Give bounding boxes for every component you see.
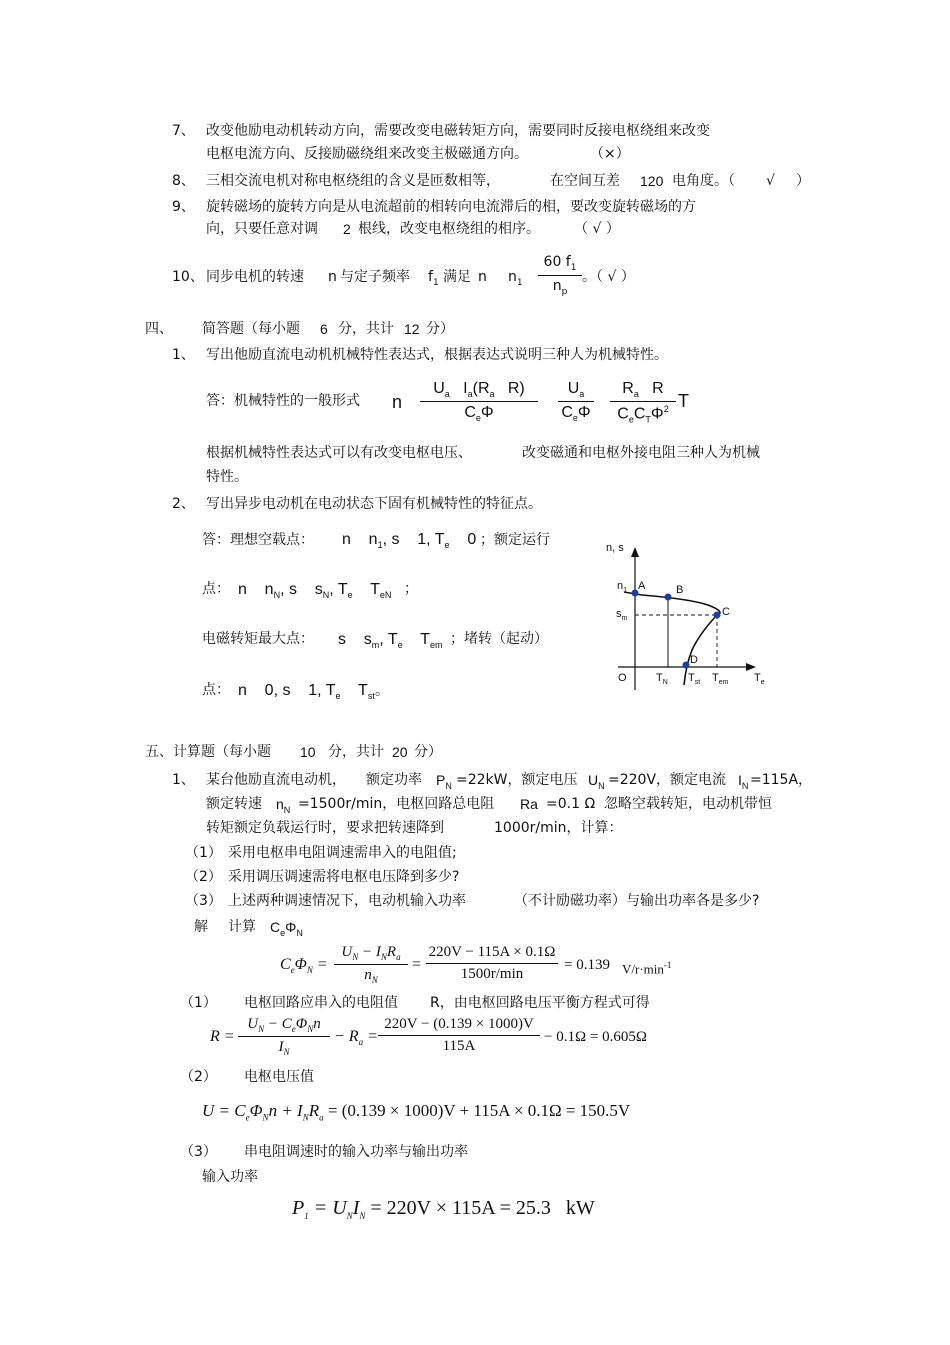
solution-label: 解 xyxy=(194,919,208,935)
s4-question-2-answer-2-tail: ； xyxy=(404,581,418,597)
eq2-mid: − $R_a$ = xyxy=(334,1028,378,1048)
eq1-fraction-2 xyxy=(426,944,558,983)
s5-question-1-line-1-e: =115A， xyxy=(750,772,813,788)
s5-question-1-line-3-a: 转矩额定负载运行时，要求把转速降到 xyxy=(206,820,444,836)
s5-sub-3-text-a: 上述两种调速情况下，电动机输入功率 xyxy=(228,893,466,909)
fraction-denominator: 115A xyxy=(442,1038,476,1054)
question-10-text-a: 同步电机的转速 xyxy=(206,269,304,285)
sm-label: $s_m$ xyxy=(616,608,628,622)
mechanical-characteristic-diagram xyxy=(600,535,780,700)
s5-sub-2-text: 采用调压调速需将电枢电压降到多少? xyxy=(228,869,460,885)
section-5-score: 10 xyxy=(300,744,316,760)
fraction-denominator: $C_eC_T\Phi^2$ xyxy=(617,404,669,425)
section-4-title: 简答题（每小题 xyxy=(202,321,300,337)
origin-label: O xyxy=(618,672,627,684)
part-3-subtitle: 输入功率 xyxy=(202,1169,258,1185)
fraction-bar xyxy=(558,401,594,402)
s4-question-2-answer-2-eq: n $n_N$, s $s_N$, $T_e$ $T_{eN}$ xyxy=(238,581,392,601)
s5-question-1-line-2-b: =1500r/min，电枢回路总电阻 xyxy=(298,796,495,812)
question-7-mark: （×） xyxy=(590,146,630,162)
s4-question-1-explain-b: 改变磁通和电枢外接电阻三种人为机械 xyxy=(522,445,760,461)
s4-question-2-number: 2、 xyxy=(172,496,195,512)
question-10-f1: $f_1$ xyxy=(428,269,439,288)
s5-question-1-line-2-a: 额定转速 xyxy=(206,796,262,812)
s5-question-1-line-2-d: 忽略空载转矩，电动机带恒 xyxy=(604,796,772,812)
x-axis-arrow xyxy=(746,663,756,671)
part-1-number: （1） xyxy=(180,995,217,1011)
fraction-numerator: 220V − (0.139 × 1000)V xyxy=(384,1016,534,1032)
s4-question-2-answer-4-tail: 。 xyxy=(375,683,389,699)
fraction-denominator: $C_e\Phi$ xyxy=(464,404,494,424)
question-10-number: 10、 xyxy=(172,269,204,285)
x-axis-label: $T_e$ xyxy=(754,672,765,686)
fraction-numerator: 60 $f_1$ xyxy=(543,254,577,273)
fraction-numerator: $R_a$ R xyxy=(622,380,664,400)
s4-question-2-text: 写出异步电动机在电动状态下固有机械特性的特征点。 xyxy=(206,496,542,512)
question-8-text-b: 在空间互差 xyxy=(550,173,620,189)
s4-question-1-explain-a: 根据机械特性表达式可以有改变电枢电压、 xyxy=(206,445,472,461)
s4-question-2-answer-3-tail: ；堵转（起动） xyxy=(450,631,548,647)
section-4-score: 6 xyxy=(320,321,328,337)
s4-question-1-answer-label: 答：机械特性的一般形式 xyxy=(206,393,360,409)
part-1-text-b: R，由电枢回路电压平衡方程式可得 xyxy=(430,995,650,1011)
section-4-title-b: 分，共计 xyxy=(338,321,394,337)
s5-sub-2-number: （2） xyxy=(185,869,222,885)
fraction-numerator: $U_N - C_e\Phi_Nn$ xyxy=(247,1016,321,1034)
question-10-eq-rhs: $n_1$ xyxy=(508,269,523,288)
fraction-numerator: $U_N - I_NR_a$ xyxy=(341,944,401,962)
eq1-equals: = xyxy=(412,956,422,973)
fraction-bar xyxy=(610,401,676,402)
s5-sub-3-number: （3） xyxy=(185,893,222,909)
s4-question-2-answer-4-label: 点： xyxy=(202,682,230,698)
eq4: $P_1 = U_NI_N = 220V \times 115A = 25.3$ kW xyxy=(292,1197,595,1221)
fraction-bar xyxy=(378,1035,540,1036)
part-3-text: 串电阻调速时的输入功率与输出功率 xyxy=(244,1144,468,1160)
question-7-line-2: 电枢电流方向、反接励磁绕组来改变主极磁通方向。 xyxy=(206,146,528,162)
fraction-bar xyxy=(238,1036,330,1037)
s5-question-1-number: 1、 xyxy=(172,772,195,788)
section-4-title-c: 分） xyxy=(426,321,454,337)
question-8-close: ） xyxy=(796,173,810,189)
question-9-line-1: 旋转磁场的旋转方向是从电流超前的相转向电流滞后的相，要改变旋转磁场的方 xyxy=(206,199,696,215)
fraction-bar xyxy=(420,401,538,402)
solution-ce-phi: $C_e\Phi_N$ xyxy=(270,919,303,938)
s5-sub-3-text-b: （不计励磁功率）与输出功率各是多少? xyxy=(514,893,760,909)
section-5-total: 20 xyxy=(392,744,408,760)
part-2-text: 电枢电压值 xyxy=(244,1069,314,1085)
s4-question-2-answer-1-eq: n $n_1$, s 1, $T_e$ 0 xyxy=(342,531,477,551)
point-b-label: B xyxy=(676,584,684,596)
y-axis-label: n, s xyxy=(606,542,624,554)
eq3: $U = C_e\Phi_Nn + I_NR_a = (0.139 \times 1000)V + 115A \times 0.1\Omega = 150.5V$ xyxy=(202,1101,631,1123)
eq1-lhs: $C_e\Phi_N$ = xyxy=(280,956,328,976)
part-3-number: （3） xyxy=(180,1144,217,1160)
section-5-title-b: 分，共计 xyxy=(328,744,384,760)
eq1-unit: $V/r\cdot\min^{-1}$ xyxy=(622,960,672,977)
s4-question-1-text: 写出他励直流电动机机械特性表达式，根据表达式说明三种人为机械特性。 xyxy=(206,347,668,363)
s4-question-2-answer-2-label: 点： xyxy=(202,581,230,597)
question-10-tail: 。（ √ ） xyxy=(582,269,635,285)
fraction-bar xyxy=(426,963,558,964)
n1-label: $n_1$ xyxy=(617,580,628,594)
question-10-text-c: 满足 xyxy=(443,269,471,285)
s5-sub-1-number: （1） xyxy=(185,845,222,861)
question-10-eq-lhs: n xyxy=(478,269,487,285)
tem-label: $T_{em}$ xyxy=(712,672,729,686)
question-8-text-a: 三相交流电机对称电枢绕组的含义是匝数相等， xyxy=(206,173,500,189)
question-8-number: 8、 xyxy=(172,173,195,189)
s5-question-1-line-2-c: =0.1 Ω xyxy=(546,796,596,812)
s4-question-2-answer-1-tail: ；额定运行 xyxy=(480,532,550,548)
s5-sub-1-text: 采用电枢串电阻调速需串入的电阻值; xyxy=(228,845,457,861)
fraction-numerator: $U_a$ xyxy=(567,380,585,400)
s5-question-1-line-1-a: 某台他励直流电动机， xyxy=(206,772,346,788)
fraction-numerator: 220V − 115A × 0.1Ω xyxy=(428,944,556,960)
s4-question-1-eq-n: n xyxy=(392,392,403,412)
eq2-fraction-1 xyxy=(238,1016,330,1057)
question-10-n: n xyxy=(328,269,337,285)
s4-question-1-fraction-1 xyxy=(420,380,538,423)
s4-question-2-answer-3-eq: s $s_m$, $T_e$ $T_{em}$ xyxy=(338,631,443,651)
point-c-marker xyxy=(714,612,721,619)
question-7-number: 7、 xyxy=(172,123,195,139)
s5-question-1-pn: $P_N$ xyxy=(436,772,452,791)
characteristic-curve xyxy=(624,592,720,685)
fraction-denominator: 1500r/min xyxy=(460,966,524,982)
point-d-label: D xyxy=(690,654,698,666)
question-7-line-1: 改变他励电动机转动方向，需要改变电磁转矩方向，需要同时反接电枢绕组来改变 xyxy=(206,123,710,139)
s4-question-1-fraction-2 xyxy=(558,380,594,423)
eq1-result: = 0.139 xyxy=(564,957,610,973)
fraction-bar xyxy=(334,964,408,965)
s4-question-1-number: 1、 xyxy=(172,347,195,363)
solution-compute: 计算 xyxy=(228,919,256,935)
tst-label: $T_{st}$ xyxy=(688,672,701,686)
fraction-denominator: $n_p$ xyxy=(552,277,568,297)
point-d-marker xyxy=(683,662,690,669)
s4-question-2-answer-1-label: 答：理想空载点： xyxy=(202,532,314,548)
s5-question-1-in: $I_N$ xyxy=(738,772,749,791)
fraction-denominator: $n_N$ xyxy=(364,967,378,985)
section-5-title: 五、计算题（每小题 xyxy=(145,744,271,760)
y-axis-arrow xyxy=(631,547,639,557)
s4-question-1-tail: T xyxy=(678,391,689,411)
fraction-numerator: $U_a$ $I_a(R_a$ R) xyxy=(433,380,525,400)
eq2-lhs: R = xyxy=(210,1028,235,1045)
s4-question-1-explain-c: 特性。 xyxy=(206,469,248,485)
eq2-result: − 0.1Ω = 0.605Ω xyxy=(544,1029,647,1045)
eq1-fraction-1 xyxy=(334,944,408,985)
s5-question-1-ra: Ra xyxy=(520,796,538,812)
question-9-line-2-b: 根线，改变电枢绕组的相序。 xyxy=(358,221,540,237)
fraction-denominator: $I_N$ xyxy=(278,1039,290,1057)
s5-question-1-un: $U_N$ xyxy=(588,772,605,791)
s5-question-1-line-3-b: 1000r/min，计算： xyxy=(494,820,623,836)
part-1-text-a: 电枢回路应串入的电阻值 xyxy=(244,995,398,1011)
question-9-line-2-a: 向，只要任意对调 xyxy=(206,221,318,237)
s4-question-1-fraction-3 xyxy=(610,380,676,425)
fraction-bar xyxy=(538,275,582,276)
s4-question-2-answer-3-label: 电磁转矩最大点： xyxy=(202,631,314,647)
s5-question-1-line-1-b: 额定功率 xyxy=(366,772,422,788)
section-5-title-c: 分） xyxy=(414,744,442,760)
eq2-fraction-2 xyxy=(378,1016,540,1055)
question-8-value: 120 xyxy=(640,173,664,189)
s5-question-1-line-1-c: =22kW，额定电压 xyxy=(456,772,578,788)
question-10-fraction xyxy=(538,254,582,297)
part-2-number: （2） xyxy=(180,1069,217,1085)
fraction-denominator: $C_e\Phi$ xyxy=(561,404,591,424)
section-4-total: 12 xyxy=(404,321,420,337)
s5-question-1-line-1-d: =220V，额定电流 xyxy=(608,772,727,788)
question-9-number: 9、 xyxy=(172,199,195,215)
point-a-label: A xyxy=(638,580,646,592)
question-10-text-b: 与定子频率 xyxy=(340,269,410,285)
question-9-mark: （ √ ） xyxy=(574,221,620,237)
s4-question-2-answer-4-eq: n 0, s 1, $T_e$ $T_{st}$ xyxy=(238,682,375,702)
s5-question-1-nn: $n_N$ xyxy=(276,796,291,815)
question-9-value: 2 xyxy=(343,221,351,237)
section-4-label: 四、 xyxy=(145,321,173,337)
point-b-marker xyxy=(665,594,672,601)
question-8-mark: √ xyxy=(766,173,775,189)
question-8-text-c: 电角度。（ xyxy=(672,173,735,189)
tn-label: $T_N$ xyxy=(656,672,668,686)
point-c-label: C xyxy=(722,606,730,618)
